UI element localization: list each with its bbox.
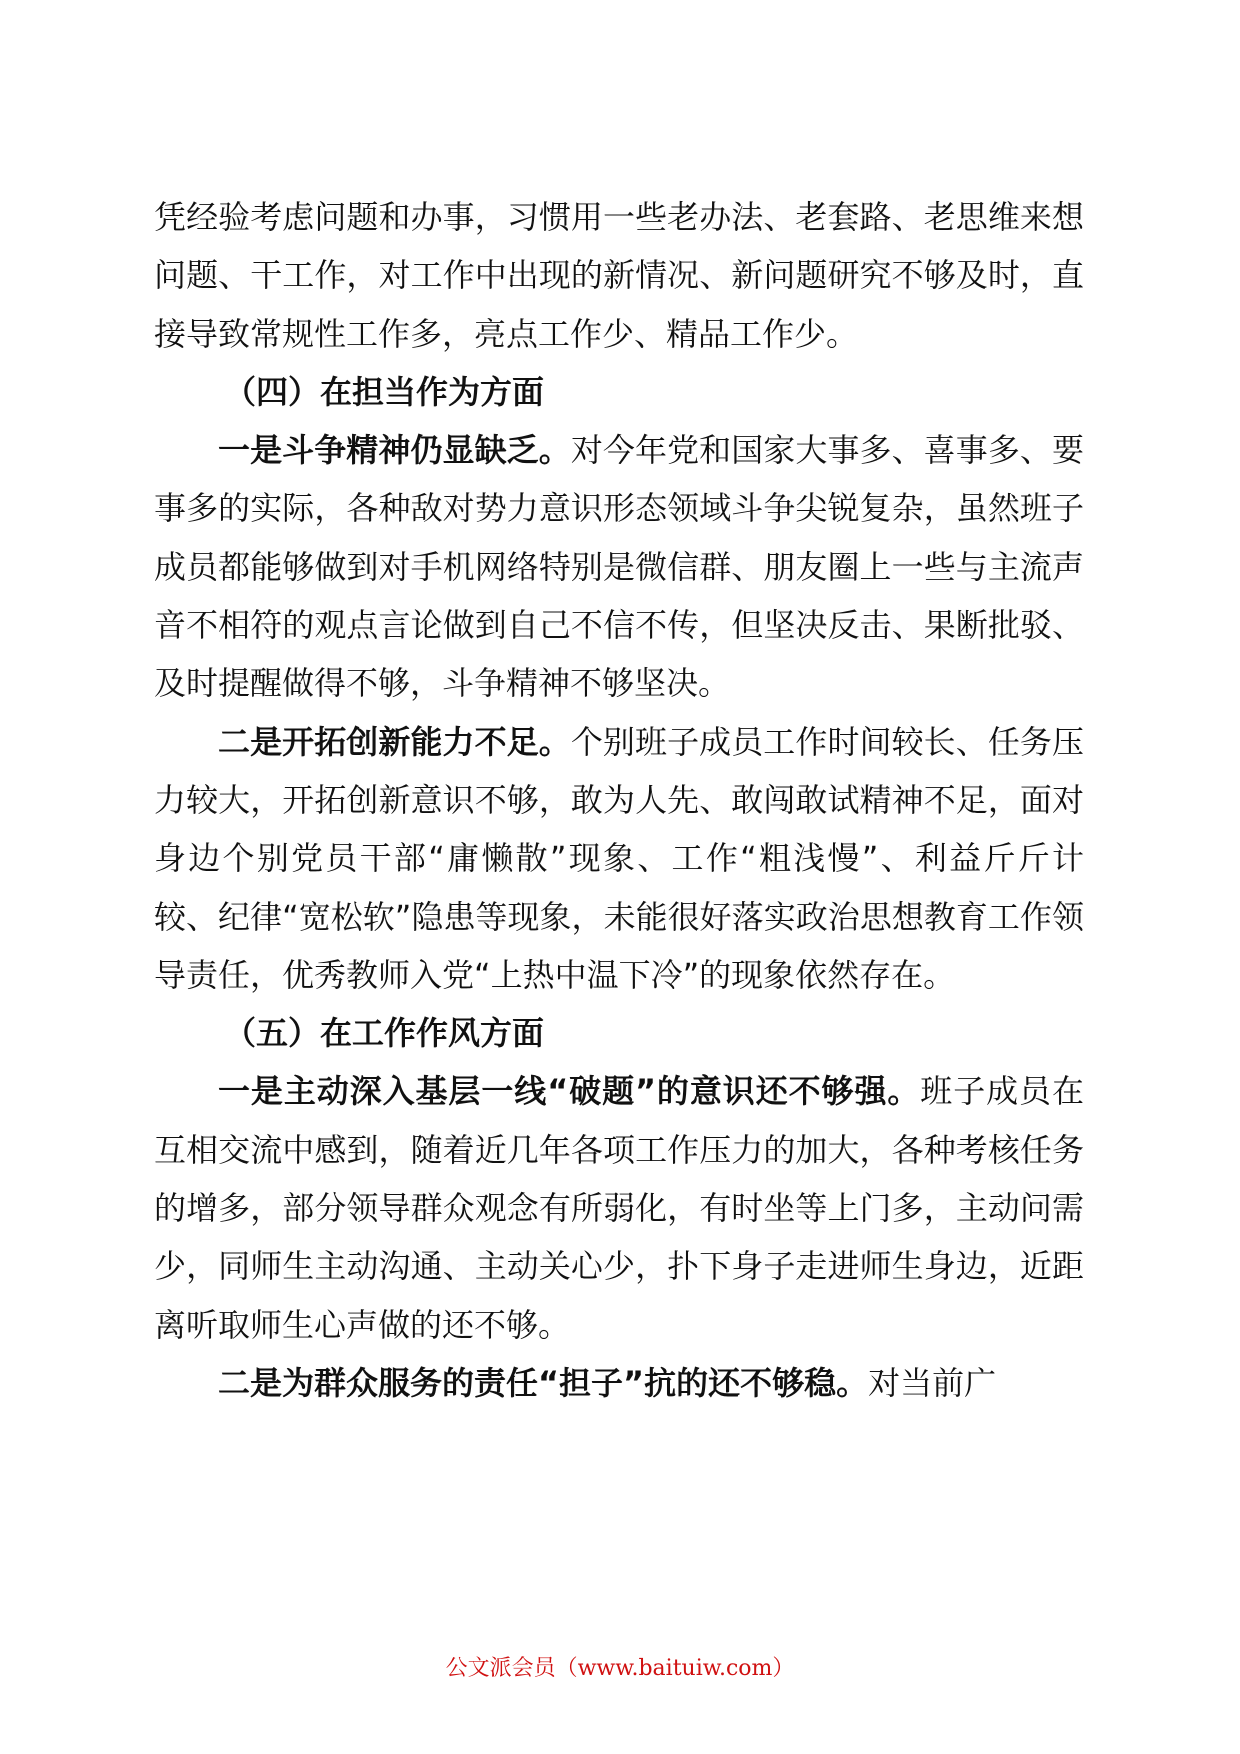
- paragraph-text: 对当前广: [868, 1363, 997, 1402]
- paragraph-lead: 一是主动深入基层一线“破题”的意识还不够强。: [218, 1072, 921, 1111]
- footer-watermark: 公文派会员（www.baituiw.com）: [445, 1656, 795, 1681]
- paragraph-service-responsibility: [154, 1354, 1084, 1412]
- paragraph-text: 个别班子成员工作时间较长、任务压力较大，开拓创新意识不够，敢为人先、敢闯敢试精神不足，面对身边个别党员干部“庸懒散”现象、工作“粗浅慢”、利益斤斤计较、纪律“宽松软”隐患等现象，未能很好落实政治思想教育工作领导责任，优秀教师入党“上热中温下冷”的现象依然存在。: [154, 722, 1084, 994]
- section-heading-4: （四）在担当作为方面: [224, 372, 545, 411]
- section-heading-5: （五）在工作作风方面: [224, 1014, 545, 1053]
- paragraph-innovation: [154, 713, 1084, 1004]
- paragraph-lead: 二是为群众服务的责任“担子”抗的还不够稳。: [218, 1363, 869, 1402]
- document-body: [154, 188, 1084, 1412]
- paragraph-lead: 二是开拓创新能力不足。: [218, 722, 571, 761]
- paragraph-text: 班子成员在互相交流中感到，随着近几年各项工作压力的加大，各种考核任务的增多，部分领导群众观念有所弱化，有时坐等上门多，主动问需少，同师生主动沟通、主动关心少，扑下身子走进师生身边，近距离听取师生心声做的还不够。: [154, 1072, 1084, 1344]
- paragraph-text: 凭经验考虑问题和办事，习惯用一些老办法、老套路、老思维来想问题、干工作，对工作中出现的新情况、新问题研究不够及时，直接导致常规性工作多，亮点工作少、精品工作少。: [154, 198, 1084, 353]
- paragraph-struggle-spirit: [154, 421, 1084, 712]
- paragraph-text: 对今年党和国家大事多、喜事多、要事多的实际，各种敌对势力意识形态领域斗争尖锐复杂，虽然班子成员都能够做到对手机网络特别是微信群、朋友圈上一些与主流声音不相符的观点言论做到自己不信不传，但坚决反击、果断批驳、及时提醒做得不够，斗争精神不够坚决。: [154, 431, 1084, 703]
- paragraph-lead: 一是斗争精神仍显缺乏。: [218, 431, 571, 470]
- paragraph-grassroots: [154, 1062, 1084, 1353]
- paragraph-continuation: [154, 188, 1084, 363]
